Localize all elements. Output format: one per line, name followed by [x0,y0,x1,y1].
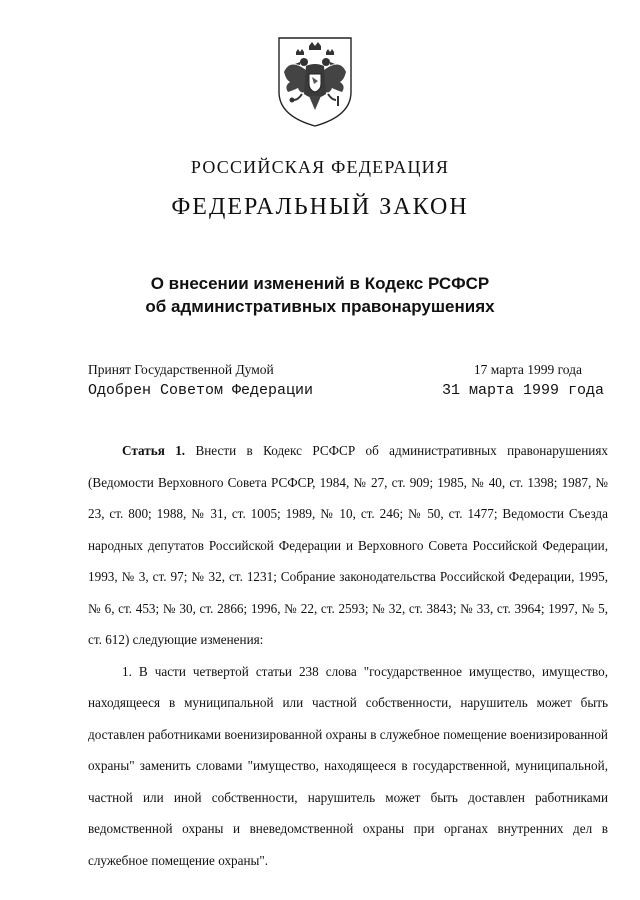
coat-of-arms-of-russia-icon [276,36,354,128]
approved-date: 31 марта 1999 года [441,382,604,399]
article-1-paragraph [88,435,608,656]
article-1-label: Статья 1. [122,443,186,458]
country-name: РОССИЙСКАЯ ФЕДЕРАЦИЯ [190,157,450,177]
adoption-row-duma [88,362,608,378]
article-1-item-1: 1. В части четвертой статьи 238 слова "государственное имущество, имущество, находящееся в муниципальной или частной собственности, нарушитель может быть доставлен работниками военизированной охраны в служебное помещение военизированной охраны" заменить словами "имущество, находящееся в государственной, муниципальной, частной или иной собственности, нарушитель может быть доставлен работниками ведомственной охраны и вневедомственной охраны при органах внутренних дел в служебное помещение охраны". [88,663,608,868]
adopted-date: 17 марта 1999 года [473,362,582,377]
approved-by-label: Одобрен Советом Федерации [88,382,314,399]
law-title-line-1: О внесении изменений в Кодекс РСФСР [150,274,490,293]
law-title [0,272,640,318]
article-1-text: Внести в Кодекс РСФСР об административных правонарушениях (Ведомости Верховного Совета РСФСР, 1984, № 27, ст. 909; 1985, № 40, ст. 1398; 1987, № 23, ст. 800; 1988, № 31, ст. 1005; 1989, № 10, ст. 246; № 50, ст. 1477; Ведомости Съезда народных депутатов Российской Федерации и Верховного Совета Российской Федерации, 1993, № 3, ст. 97; № 32, ст. 1231; Собрание законодательства Российской Федерации, 1995, № 6, ст. 453; № 30, ст. 2866; 1996, № 22, ст. 2593; № 32, ст. 3843; № 33, ст. 3964; 1997, № 5, ст. 612) следующие изменения: [88,443,609,647]
law-title-line-2: об административных правонарушениях [145,297,495,316]
law-type-heading: ФЕДЕРАЛЬНЫЙ ЗАКОН [171,194,469,220]
adopted-by-label: Принят Государственной Думой [88,362,274,377]
adoption-row-council [88,382,608,399]
law-body [88,435,608,876]
